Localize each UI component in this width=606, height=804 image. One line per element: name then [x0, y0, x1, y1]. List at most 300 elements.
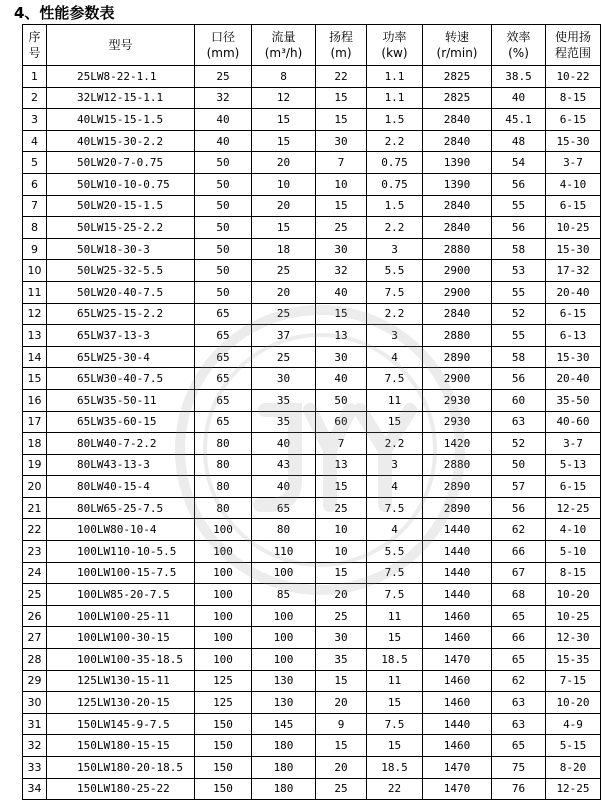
- head-range-cell: 5-13: [546, 454, 601, 476]
- row-number: 6: [23, 173, 47, 195]
- model-cell: 100LW100-15-7.5: [47, 562, 195, 584]
- efficiency-cell: 56: [492, 368, 546, 390]
- table-row: [23, 346, 601, 368]
- flow-cell: 25: [252, 260, 316, 282]
- flow-cell: 145: [252, 713, 316, 735]
- head-range-cell: 12-25: [546, 778, 601, 800]
- table-row: [23, 627, 601, 649]
- head-range-cell: 20-40: [546, 281, 601, 303]
- speed-cell: 1460: [423, 670, 492, 692]
- flow-cell: 20: [252, 281, 316, 303]
- power-cell: 2.2: [367, 130, 423, 152]
- row-number: 29: [23, 670, 47, 692]
- speed-cell: 2890: [423, 346, 492, 368]
- caliber-cell: 50: [195, 173, 252, 195]
- head-range-cell: 6-15: [546, 195, 601, 217]
- power-cell: 3: [367, 454, 423, 476]
- caliber-cell: 50: [195, 281, 252, 303]
- speed-cell: 1440: [423, 713, 492, 735]
- speed-cell: 2900: [423, 368, 492, 390]
- caliber-cell: 100: [195, 649, 252, 671]
- speed-cell: 2930: [423, 411, 492, 433]
- power-cell: 7.5: [367, 368, 423, 390]
- row-number: 17: [23, 411, 47, 433]
- flow-cell: 40: [252, 433, 316, 455]
- model-cell: 50LW10-10-0.75: [47, 173, 195, 195]
- head-range-cell: 15-35: [546, 649, 601, 671]
- flow-cell: 100: [252, 605, 316, 627]
- flow-cell: 130: [252, 692, 316, 714]
- efficiency-cell: 52: [492, 433, 546, 455]
- flow-cell: 15: [252, 109, 316, 131]
- head-cell: 25: [316, 217, 367, 239]
- speed-cell: 1460: [423, 692, 492, 714]
- power-cell: 1.5: [367, 109, 423, 131]
- speed-cell: 2840: [423, 217, 492, 239]
- table-body: [23, 66, 601, 800]
- row-number: 20: [23, 476, 47, 498]
- caliber-cell: 40: [195, 109, 252, 131]
- column-header-line1: 使用扬: [554, 30, 591, 44]
- row-number: 21: [23, 497, 47, 519]
- speed-cell: 1460: [423, 627, 492, 649]
- head-range-cell: 4-10: [546, 173, 601, 195]
- caliber-cell: 50: [195, 152, 252, 174]
- row-number: 11: [23, 281, 47, 303]
- caliber-cell: 125: [195, 670, 252, 692]
- flow-cell: 100: [252, 562, 316, 584]
- table-row: [23, 497, 601, 519]
- efficiency-cell: 76: [492, 778, 546, 800]
- efficiency-cell: 55: [492, 281, 546, 303]
- column-header: [546, 25, 601, 66]
- power-cell: 0.75: [367, 173, 423, 195]
- column-header-line1: 流量: [271, 30, 296, 44]
- flow-cell: 85: [252, 584, 316, 606]
- head-range-cell: 15-30: [546, 130, 601, 152]
- flow-cell: 25: [252, 346, 316, 368]
- table-row: [23, 303, 601, 325]
- head-range-cell: 10-22: [546, 66, 601, 88]
- row-number: 26: [23, 605, 47, 627]
- caliber-cell: 65: [195, 368, 252, 390]
- model-cell: 50LW15-25-2.2: [47, 217, 195, 239]
- head-range-cell: 15-30: [546, 238, 601, 260]
- efficiency-cell: 38.5: [492, 66, 546, 88]
- speed-cell: 1390: [423, 173, 492, 195]
- head-cell: 15: [316, 109, 367, 131]
- flow-cell: 180: [252, 757, 316, 779]
- column-header: [23, 25, 47, 66]
- row-number: 31: [23, 713, 47, 735]
- row-number: 15: [23, 368, 47, 390]
- efficiency-cell: 52: [492, 303, 546, 325]
- efficiency-cell: 55: [492, 195, 546, 217]
- table-row: [23, 649, 601, 671]
- head-cell: 13: [316, 454, 367, 476]
- speed-cell: 1470: [423, 778, 492, 800]
- model-cell: 65LW35-50-11: [47, 389, 195, 411]
- flow-cell: 40: [252, 476, 316, 498]
- caliber-cell: 80: [195, 497, 252, 519]
- row-number: 8: [23, 217, 47, 239]
- power-cell: 5.5: [367, 541, 423, 563]
- efficiency-cell: 45.1: [492, 109, 546, 131]
- head-cell: 20: [316, 757, 367, 779]
- power-cell: 11: [367, 670, 423, 692]
- efficiency-cell: 48: [492, 130, 546, 152]
- speed-cell: 1460: [423, 605, 492, 627]
- performance-table: [22, 24, 601, 800]
- power-cell: 3: [367, 238, 423, 260]
- speed-cell: 1460: [423, 735, 492, 757]
- speed-cell: 2840: [423, 195, 492, 217]
- caliber-cell: 150: [195, 735, 252, 757]
- column-header: [316, 25, 367, 66]
- column-header-line1: 口径: [210, 30, 235, 44]
- model-cell: 65LW37-13-3: [47, 325, 195, 347]
- power-cell: 15: [367, 692, 423, 714]
- head-cell: 15: [316, 476, 367, 498]
- row-number: 2: [23, 87, 47, 109]
- caliber-cell: 100: [195, 584, 252, 606]
- table-row: [23, 87, 601, 109]
- caliber-cell: 100: [195, 541, 252, 563]
- table-row: [23, 584, 601, 606]
- caliber-cell: 65: [195, 346, 252, 368]
- model-cell: 65LW30-40-7.5: [47, 368, 195, 390]
- table-row: [23, 454, 601, 476]
- model-cell: 100LW85-20-7.5: [47, 584, 195, 606]
- head-range-cell: 6-13: [546, 325, 601, 347]
- head-range-cell: 6-15: [546, 303, 601, 325]
- table-row: [23, 519, 601, 541]
- flow-cell: 43: [252, 454, 316, 476]
- efficiency-cell: 57: [492, 476, 546, 498]
- caliber-cell: 65: [195, 325, 252, 347]
- column-header-line2: (kw): [381, 46, 408, 60]
- head-range-cell: 4-10: [546, 519, 601, 541]
- model-cell: 125LW130-15-11: [47, 670, 195, 692]
- efficiency-cell: 65: [492, 735, 546, 757]
- row-number: 13: [23, 325, 47, 347]
- table-header-row: [23, 25, 601, 66]
- row-number: 25: [23, 584, 47, 606]
- row-number: 5: [23, 152, 47, 174]
- efficiency-cell: 54: [492, 152, 546, 174]
- head-cell: 10: [316, 173, 367, 195]
- power-cell: 11: [367, 605, 423, 627]
- efficiency-cell: 55: [492, 325, 546, 347]
- flow-cell: 100: [252, 649, 316, 671]
- table-row: [23, 735, 601, 757]
- head-cell: 30: [316, 627, 367, 649]
- power-cell: 2.2: [367, 303, 423, 325]
- efficiency-cell: 53: [492, 260, 546, 282]
- head-range-cell: 40-60: [546, 411, 601, 433]
- table-row: [23, 325, 601, 347]
- speed-cell: 2900: [423, 281, 492, 303]
- caliber-cell: 100: [195, 605, 252, 627]
- row-number: 23: [23, 541, 47, 563]
- head-range-cell: 12-30: [546, 627, 601, 649]
- column-header: [252, 25, 316, 66]
- column-header-line1: 序: [28, 30, 41, 44]
- speed-cell: 1420: [423, 433, 492, 455]
- column-header: [195, 25, 252, 66]
- row-number: 19: [23, 454, 47, 476]
- power-cell: 7.5: [367, 562, 423, 584]
- row-number: 22: [23, 519, 47, 541]
- head-range-cell: 8-20: [546, 757, 601, 779]
- row-number: 12: [23, 303, 47, 325]
- row-number: 18: [23, 433, 47, 455]
- table-row: [23, 605, 601, 627]
- row-number: 33: [23, 757, 47, 779]
- head-cell: 32: [316, 260, 367, 282]
- head-cell: 9: [316, 713, 367, 735]
- model-cell: 50LW25-32-5.5: [47, 260, 195, 282]
- head-cell: 15: [316, 87, 367, 109]
- flow-cell: 37: [252, 325, 316, 347]
- table-row: [23, 217, 601, 239]
- efficiency-cell: 67: [492, 562, 546, 584]
- efficiency-cell: 65: [492, 605, 546, 627]
- caliber-cell: 100: [195, 562, 252, 584]
- column-header-line2: (r/min): [436, 46, 478, 60]
- efficiency-cell: 58: [492, 346, 546, 368]
- flow-cell: 180: [252, 735, 316, 757]
- row-number: 24: [23, 562, 47, 584]
- head-range-cell: 10-25: [546, 605, 601, 627]
- head-cell: 35: [316, 649, 367, 671]
- head-cell: 30: [316, 346, 367, 368]
- row-number: 10: [23, 260, 47, 282]
- flow-cell: 12: [252, 87, 316, 109]
- efficiency-cell: 66: [492, 541, 546, 563]
- table-row: [23, 476, 601, 498]
- head-cell: 25: [316, 778, 367, 800]
- efficiency-cell: 56: [492, 173, 546, 195]
- power-cell: 7.5: [367, 584, 423, 606]
- table-row: [23, 173, 601, 195]
- head-range-cell: 3-7: [546, 433, 601, 455]
- power-cell: 4: [367, 346, 423, 368]
- head-cell: 40: [316, 368, 367, 390]
- table-row: [23, 195, 601, 217]
- power-cell: 7.5: [367, 497, 423, 519]
- power-cell: 0.75: [367, 152, 423, 174]
- table-row: [23, 541, 601, 563]
- column-header-line2: 号: [28, 46, 41, 60]
- head-cell: 10: [316, 541, 367, 563]
- flow-cell: 100: [252, 627, 316, 649]
- caliber-cell: 150: [195, 778, 252, 800]
- power-cell: 18.5: [367, 757, 423, 779]
- column-header-line1: 效率: [506, 30, 531, 44]
- head-cell: 10: [316, 519, 367, 541]
- head-cell: 7: [316, 152, 367, 174]
- table-row: [23, 562, 601, 584]
- model-cell: 150LW180-25-22: [47, 778, 195, 800]
- power-cell: 15: [367, 627, 423, 649]
- model-cell: 100LW100-35-18.5: [47, 649, 195, 671]
- efficiency-cell: 60: [492, 389, 546, 411]
- head-cell: 7: [316, 433, 367, 455]
- head-cell: 15: [316, 303, 367, 325]
- power-cell: 7.5: [367, 713, 423, 735]
- model-cell: 100LW80-10-4: [47, 519, 195, 541]
- speed-cell: 2880: [423, 454, 492, 476]
- table-row: [23, 670, 601, 692]
- flow-cell: 18: [252, 238, 316, 260]
- row-number: 32: [23, 735, 47, 757]
- speed-cell: 1470: [423, 757, 492, 779]
- table-row: [23, 260, 601, 282]
- model-cell: 150LW145-9-7.5: [47, 713, 195, 735]
- head-cell: 40: [316, 281, 367, 303]
- efficiency-cell: 68: [492, 584, 546, 606]
- model-cell: 50LW20-15-1.5: [47, 195, 195, 217]
- flow-cell: 80: [252, 519, 316, 541]
- table-row: [23, 66, 601, 88]
- head-range-cell: 10-20: [546, 584, 601, 606]
- head-range-cell: 5-15: [546, 735, 601, 757]
- caliber-cell: 65: [195, 389, 252, 411]
- model-cell: 50LW18-30-3: [47, 238, 195, 260]
- caliber-cell: 80: [195, 476, 252, 498]
- table-row: [23, 692, 601, 714]
- power-cell: 1.5: [367, 195, 423, 217]
- model-cell: 80LW40-7-2.2: [47, 433, 195, 455]
- column-header-line1: 功率: [382, 30, 407, 44]
- power-cell: 2.2: [367, 217, 423, 239]
- column-header: [47, 25, 195, 66]
- speed-cell: 2930: [423, 389, 492, 411]
- head-range-cell: 4-9: [546, 713, 601, 735]
- speed-cell: 1390: [423, 152, 492, 174]
- power-cell: 15: [367, 411, 423, 433]
- table-row: [23, 389, 601, 411]
- head-range-cell: 15-30: [546, 346, 601, 368]
- caliber-cell: 150: [195, 713, 252, 735]
- row-number: 28: [23, 649, 47, 671]
- caliber-cell: 150: [195, 757, 252, 779]
- speed-cell: 2825: [423, 87, 492, 109]
- flow-cell: 35: [252, 411, 316, 433]
- efficiency-cell: 40: [492, 87, 546, 109]
- flow-cell: 110: [252, 541, 316, 563]
- model-cell: 65LW35-60-15: [47, 411, 195, 433]
- efficiency-cell: 63: [492, 692, 546, 714]
- efficiency-cell: 56: [492, 497, 546, 519]
- speed-cell: 2890: [423, 476, 492, 498]
- speed-cell: 2880: [423, 325, 492, 347]
- head-cell: 15: [316, 670, 367, 692]
- power-cell: 2.2: [367, 433, 423, 455]
- caliber-cell: 50: [195, 195, 252, 217]
- table-row: [23, 713, 601, 735]
- row-number: 1: [23, 66, 47, 88]
- row-number: 30: [23, 692, 47, 714]
- efficiency-cell: 58: [492, 238, 546, 260]
- power-cell: 1.1: [367, 87, 423, 109]
- column-header: [492, 25, 546, 66]
- column-header-line1: 扬程: [328, 30, 353, 44]
- power-cell: 11: [367, 389, 423, 411]
- section-heading: 4、性能参数表: [14, 4, 115, 22]
- caliber-cell: 100: [195, 519, 252, 541]
- model-cell: 40LW15-30-2.2: [47, 130, 195, 152]
- power-cell: 18.5: [367, 649, 423, 671]
- head-cell: 30: [316, 130, 367, 152]
- head-range-cell: 5-10: [546, 541, 601, 563]
- model-cell: 125LW130-20-15: [47, 692, 195, 714]
- efficiency-cell: 63: [492, 713, 546, 735]
- model-cell: 80LW43-13-3: [47, 454, 195, 476]
- head-range-cell: 6-15: [546, 476, 601, 498]
- row-number: 14: [23, 346, 47, 368]
- power-cell: 1.1: [367, 66, 423, 88]
- table-row: [23, 152, 601, 174]
- caliber-cell: 80: [195, 433, 252, 455]
- head-range-cell: 3-7: [546, 152, 601, 174]
- row-number: 9: [23, 238, 47, 260]
- head-cell: 15: [316, 562, 367, 584]
- head-cell: 25: [316, 497, 367, 519]
- model-cell: 100LW100-30-15: [47, 627, 195, 649]
- caliber-cell: 50: [195, 238, 252, 260]
- speed-cell: 1440: [423, 541, 492, 563]
- head-cell: 15: [316, 195, 367, 217]
- power-cell: 4: [367, 476, 423, 498]
- power-cell: 22: [367, 778, 423, 800]
- head-range-cell: 8-15: [546, 87, 601, 109]
- column-header: [423, 25, 492, 66]
- table-row: [23, 433, 601, 455]
- efficiency-cell: 65: [492, 649, 546, 671]
- power-cell: 4: [367, 519, 423, 541]
- model-cell: 80LW40-15-4: [47, 476, 195, 498]
- head-cell: 25: [316, 605, 367, 627]
- model-cell: 150LW180-15-15: [47, 735, 195, 757]
- head-range-cell: 6-15: [546, 109, 601, 131]
- power-cell: 5.5: [367, 260, 423, 282]
- caliber-cell: 65: [195, 303, 252, 325]
- efficiency-cell: 56: [492, 217, 546, 239]
- row-number: 4: [23, 130, 47, 152]
- speed-cell: 2825: [423, 66, 492, 88]
- power-cell: 7.5: [367, 281, 423, 303]
- model-cell: 65LW25-30-4: [47, 346, 195, 368]
- head-cell: 13: [316, 325, 367, 347]
- model-cell: 50LW20-40-7.5: [47, 281, 195, 303]
- row-number: 34: [23, 778, 47, 800]
- head-range-cell: 12-25: [546, 497, 601, 519]
- caliber-cell: 65: [195, 411, 252, 433]
- column-header: [367, 25, 423, 66]
- caliber-cell: 25: [195, 66, 252, 88]
- speed-cell: 1470: [423, 649, 492, 671]
- power-cell: 15: [367, 735, 423, 757]
- head-cell: 60: [316, 411, 367, 433]
- column-header-line2: (mm): [206, 46, 240, 60]
- row-number: 3: [23, 109, 47, 131]
- head-cell: 22: [316, 66, 367, 88]
- flow-cell: 15: [252, 217, 316, 239]
- efficiency-cell: 50: [492, 454, 546, 476]
- model-cell: 80LW65-25-7.5: [47, 497, 195, 519]
